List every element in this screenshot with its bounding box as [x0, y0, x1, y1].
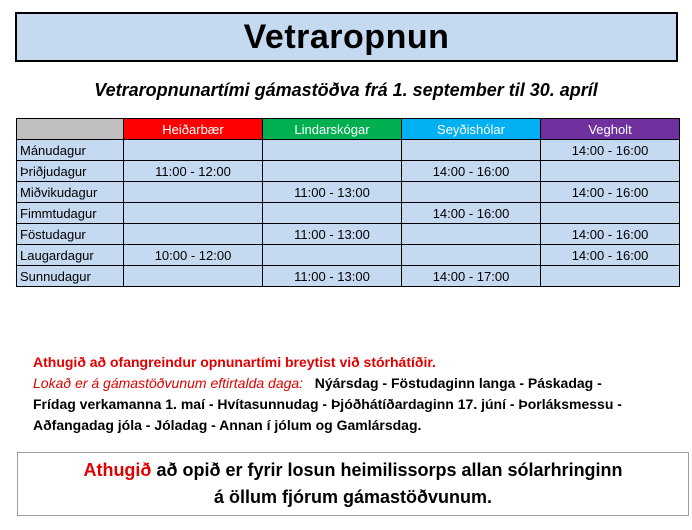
- hours-cell: [541, 203, 680, 224]
- hours-cell: [541, 266, 680, 287]
- change-warning: Athugið að ofangreindur opnunartími breytist við stórhátíðir.: [33, 354, 436, 370]
- hours-cell: [263, 140, 402, 161]
- hours-cell: 14:00 - 16:00: [541, 245, 680, 266]
- table-row: [17, 140, 680, 161]
- schedule-table: [16, 118, 680, 287]
- hours-cell: 11:00 - 12:00: [124, 161, 263, 182]
- hours-cell: 10:00 - 12:00: [124, 245, 263, 266]
- table-header-row: [17, 119, 680, 140]
- hours-cell: [263, 245, 402, 266]
- table-row: [17, 266, 680, 287]
- hours-cell: 11:00 - 13:00: [263, 182, 402, 203]
- column-header-lindarskogar: Lindarskógar: [263, 119, 402, 140]
- note-line-1: [83, 457, 622, 484]
- open-24h-note: [17, 452, 689, 516]
- closed-days-line-1: [33, 373, 673, 394]
- hours-cell: [402, 140, 541, 161]
- day-cell: Þriðjudagur: [17, 161, 124, 182]
- hours-cell: 14:00 - 16:00: [541, 140, 680, 161]
- subtitle: Vetraropnunartími gámastöðva frá 1. september til 30. apríl: [94, 80, 598, 100]
- hours-cell: [124, 224, 263, 245]
- note-line-2: á öllum fjórum gámastöðvunum.: [213, 487, 493, 507]
- hours-cell: [402, 182, 541, 203]
- hours-cell: 14:00 - 16:00: [541, 224, 680, 245]
- hours-cell: [124, 203, 263, 224]
- header-corner-cell: [17, 119, 124, 140]
- hours-cell: 14:00 - 17:00: [402, 266, 541, 287]
- holiday-notice: [33, 352, 673, 436]
- day-cell: Mánudagur: [17, 140, 124, 161]
- note-line-1-text: að opið er fyrir losun heimilissorps allan sólarhringinn: [156, 460, 623, 480]
- hours-cell: 11:00 - 13:00: [263, 224, 402, 245]
- hours-cell: 14:00 - 16:00: [402, 161, 541, 182]
- column-header-vegholt: Vegholt: [541, 119, 680, 140]
- hours-cell: 14:00 - 16:00: [402, 203, 541, 224]
- table-row: [17, 182, 680, 203]
- table-row: [17, 161, 680, 182]
- hours-cell: [263, 161, 402, 182]
- table-row: [17, 203, 680, 224]
- note-highlight: Athugið: [83, 460, 152, 480]
- day-cell: Föstudagur: [17, 224, 124, 245]
- hours-cell: 11:00 - 13:00: [263, 266, 402, 287]
- day-cell: Miðvikudagur: [17, 182, 124, 203]
- page-title: Vetraropnun: [15, 12, 678, 62]
- table-row: [17, 245, 680, 266]
- hours-cell: [124, 140, 263, 161]
- hours-cell: [124, 182, 263, 203]
- hours-cell: [402, 245, 541, 266]
- closed-days-line-3: Aðfangadag jóla - Jóladag - Annan í jólum og Gamlársdag.: [33, 417, 422, 433]
- closed-days-line-2: Frídag verkamanna 1. maí - Hvítasunnudag - Þjóðhátíðardaginn 17. júní - Þorláksmessu -: [33, 396, 622, 412]
- closed-days-text-1: Nýársdag - Föstudaginn langa - Páskadag -: [314, 375, 602, 391]
- day-cell: Laugardagur: [17, 245, 124, 266]
- hours-cell: [541, 161, 680, 182]
- day-cell: Fimmtudagur: [17, 203, 124, 224]
- hours-cell: 14:00 - 16:00: [541, 182, 680, 203]
- hours-cell: [124, 266, 263, 287]
- hours-cell: [263, 203, 402, 224]
- closed-intro: Lokað er á gámastöðvunum eftirtalda daga:: [33, 375, 304, 391]
- column-header-heidarbaer: Heiðarbær: [124, 119, 263, 140]
- hours-cell: [402, 224, 541, 245]
- table-row: [17, 224, 680, 245]
- column-header-seydisholar: Seyðishólar: [402, 119, 541, 140]
- day-cell: Sunnudagur: [17, 266, 124, 287]
